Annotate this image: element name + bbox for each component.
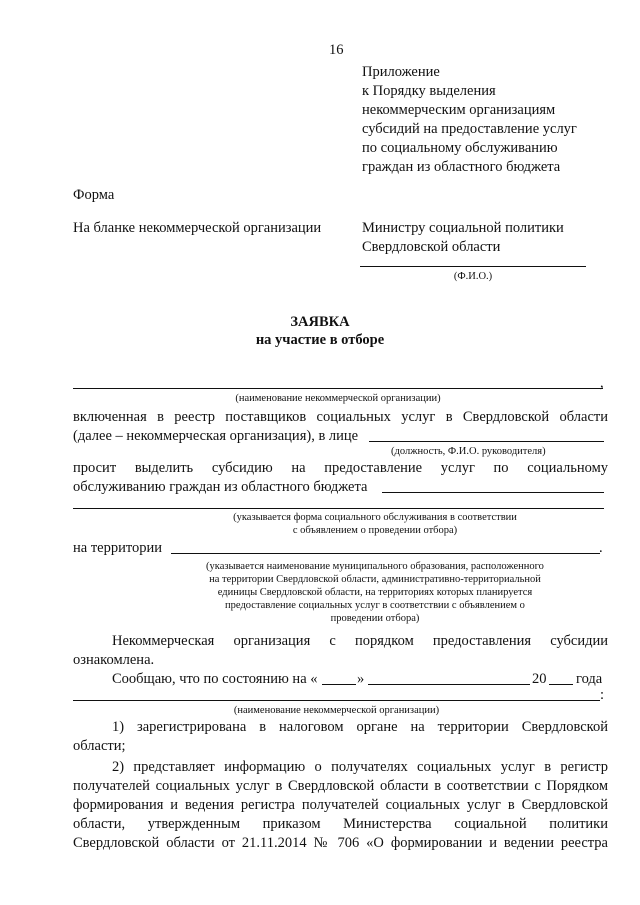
fio-signature-line xyxy=(360,266,586,267)
addressee-line: Министру социальной политики xyxy=(362,220,564,236)
territory-caption: на территории Свердловской области, административно-территориальной xyxy=(209,574,541,585)
org-name-line-2 xyxy=(73,700,600,701)
page-number: 16 xyxy=(329,42,344,58)
date-day-line xyxy=(322,684,356,685)
territory-line xyxy=(171,553,600,554)
item-register-info-cont: получателей социальных услуг в Свердловской области в соответствии с Порядком xyxy=(73,778,608,794)
territory-caption: проведении отбора) xyxy=(330,613,420,624)
appendix-line: Приложение xyxy=(362,64,440,80)
territory-label: на территории xyxy=(73,540,163,556)
item-register-info-cont: Свердловской области от 21.11.2014 № 706 «О формировании и ведении реестра xyxy=(73,835,608,851)
item-registered: 1) зарегистрирована в налоговом органе на территории Свердловской xyxy=(112,719,608,735)
paragraph-registry: включенная в реестр поставщиков социальных услуг в Свердловской области xyxy=(73,409,608,425)
org-name-comma: , xyxy=(600,375,604,391)
form-label: Форма xyxy=(73,187,115,203)
item-register-info: 2) представляет информацию о получателях социальных услуг в регистр xyxy=(112,759,608,775)
date-prefix: Сообщаю, что по состоянию на « xyxy=(112,671,318,687)
service-form-caption: с объявлением о проведении отбора) xyxy=(292,525,458,536)
org-name-caption: (наименование некоммерческой организации) xyxy=(235,393,441,404)
appendix-line: некоммерческим организациям xyxy=(362,102,556,118)
service-form-caption: (указывается форма социального обслуживания в соответствии xyxy=(233,512,517,523)
position-line xyxy=(369,441,604,442)
date-month-line xyxy=(368,684,530,685)
document-subtitle: на участие в отборе xyxy=(255,332,385,348)
date-suffix: года xyxy=(576,671,603,687)
item-register-info-cont: формирования и ведения регистра получателей социальных услуг в Свердловской xyxy=(73,797,608,813)
appendix-line: субсидий на предоставление услуг xyxy=(362,121,577,137)
appendix-line: по социальному обслуживанию xyxy=(362,140,558,156)
paragraph-request: просит выделить субсидию на предоставление услуг по социальному xyxy=(73,460,608,476)
letterhead-note: На бланке некоммерческой организации xyxy=(73,220,322,236)
service-form-line xyxy=(382,492,604,493)
territory-period: . xyxy=(599,540,603,556)
position-caption: (должность, Ф.И.О. руководителя) xyxy=(391,446,546,457)
appendix-line: к Порядку выделения xyxy=(362,83,496,99)
paragraph-acknowledged-cont: ознакомлена. xyxy=(73,652,155,668)
document-title: ЗАЯВКА xyxy=(290,314,350,330)
territory-caption: единицы Свердловской области, на территориях которых планируется xyxy=(217,587,533,598)
territory-caption: (указывается наименование муниципального образования, расположенного xyxy=(206,561,544,572)
service-form-line-2 xyxy=(73,508,604,509)
territory-caption: предоставление социальных услуг в соответствии с объявлением о xyxy=(225,600,525,611)
org-name-caption-2: (наименование некоммерческой организации) xyxy=(233,705,440,716)
paragraph-registry-cont: (далее – некоммерческая организация), в лице xyxy=(73,428,359,444)
paragraph-acknowledged: Некоммерческая организация с порядком предоставления субсидии xyxy=(112,633,608,649)
paragraph-request-cont: обслуживанию граждан из областного бюджета xyxy=(73,479,368,495)
date-quote-close: » xyxy=(357,671,365,687)
date-year-prefix: 20 xyxy=(532,671,547,687)
org-name-line xyxy=(73,388,603,389)
org-name-colon: : xyxy=(600,687,605,703)
appendix-line: граждан из областного бюджета xyxy=(362,159,561,175)
fio-caption: (Ф.И.О.) xyxy=(453,271,493,282)
item-register-info-cont: области, утвержденным приказом Министерства социальной политики xyxy=(73,816,608,832)
date-year-line xyxy=(549,684,573,685)
item-registered-cont: области; xyxy=(73,738,126,754)
addressee-line: Свердловской области xyxy=(362,239,501,255)
